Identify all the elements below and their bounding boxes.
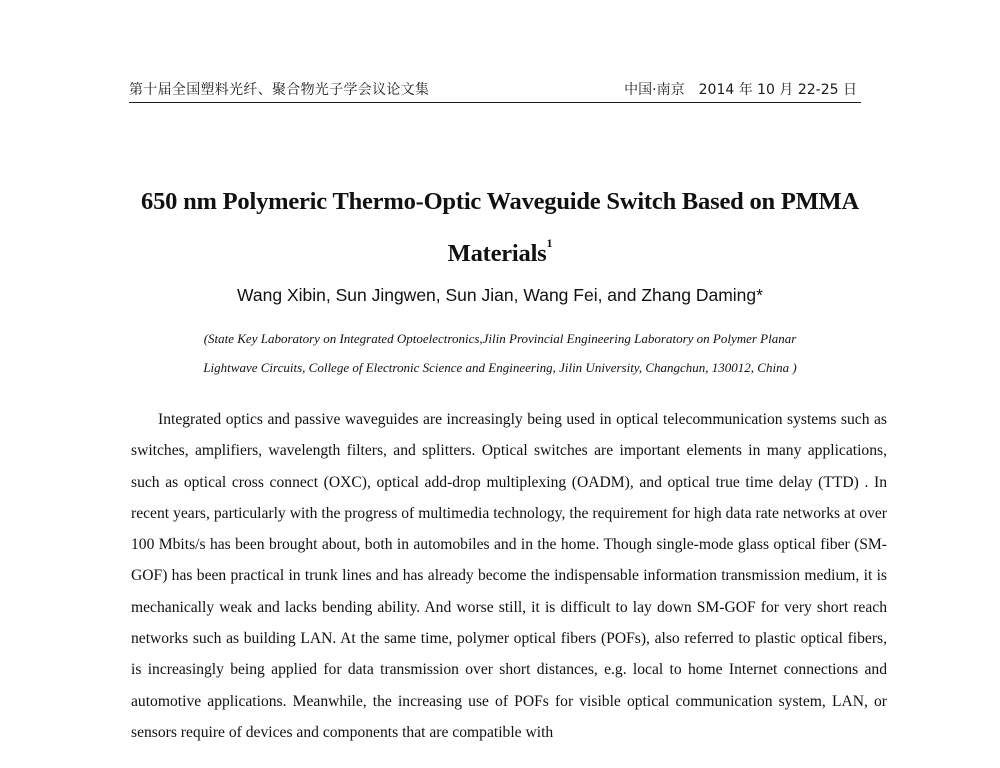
- author-affiliation: [100, 324, 900, 382]
- conference-date: 2014 年 10 月 22-25 日: [698, 82, 857, 98]
- title-line-2-text: Materials: [447, 240, 547, 267]
- body-paragraph: Integrated optics and passive waveguides are increasingly being used in optical telecommunication systems such as switches, amplifiers, wavelength filters, and splitters. Optical switches are important elements in many applications, such as optical cross connect (OXC), optical add-drop multiplexing (OADM), and optical true time delay (TTD) . In recent years, particularly with the progress of multimedia technology, the requirement for high data rate networks at over 100 Mbits/s has been brought about, both in automobiles and in the home. Though single-mode glass optical fiber (SM-GOF) has been practical in trunk lines and has already become the indispensable information transmission medium, it is mechanically weak and lacks bending ability. And worse still, it is difficult to lay down SM-GOF for very short reach networks such as building LAN. At the same time, polymer optical fibers (POFs), also referred to plastic optical fibers, is increasingly being applied for data transmission over short distances, e.g. local to home Internet connections and automotive applications. Meanwhile, the increasing use of POFs for visible optical communication system, LAN, or sensors require of devices and components that are compatible with: [131, 411, 887, 741]
- affiliation-line-2: Lightwave Circuits, College of Electronic Science and Engineering, Jilin University, Changchun, 130012, China ): [203, 360, 797, 375]
- author-list: Wang Xibin, Sun Jingwen, Sun Jian, Wang Fei, and Zhang Daming*: [237, 285, 763, 305]
- title-footnote-marker: 1: [546, 236, 553, 250]
- running-header: [129, 80, 861, 103]
- paper-title: [80, 176, 920, 280]
- title-line-1: 650 nm Polymeric Thermo-Optic Waveguide Switch Based on PMMA: [141, 188, 859, 215]
- title-line-2: [80, 228, 920, 280]
- affiliation-line-1: (State Key Laboratory on Integrated Optoelectronics,Jilin Provincial Engineering Laboratory on Polymer Planar: [203, 331, 797, 346]
- conference-location-date: [624, 80, 857, 100]
- conference-location: 中国·南京: [624, 82, 685, 98]
- conference-name: 第十届全国塑料光纤、聚合物光子学会议论文集: [129, 82, 430, 98]
